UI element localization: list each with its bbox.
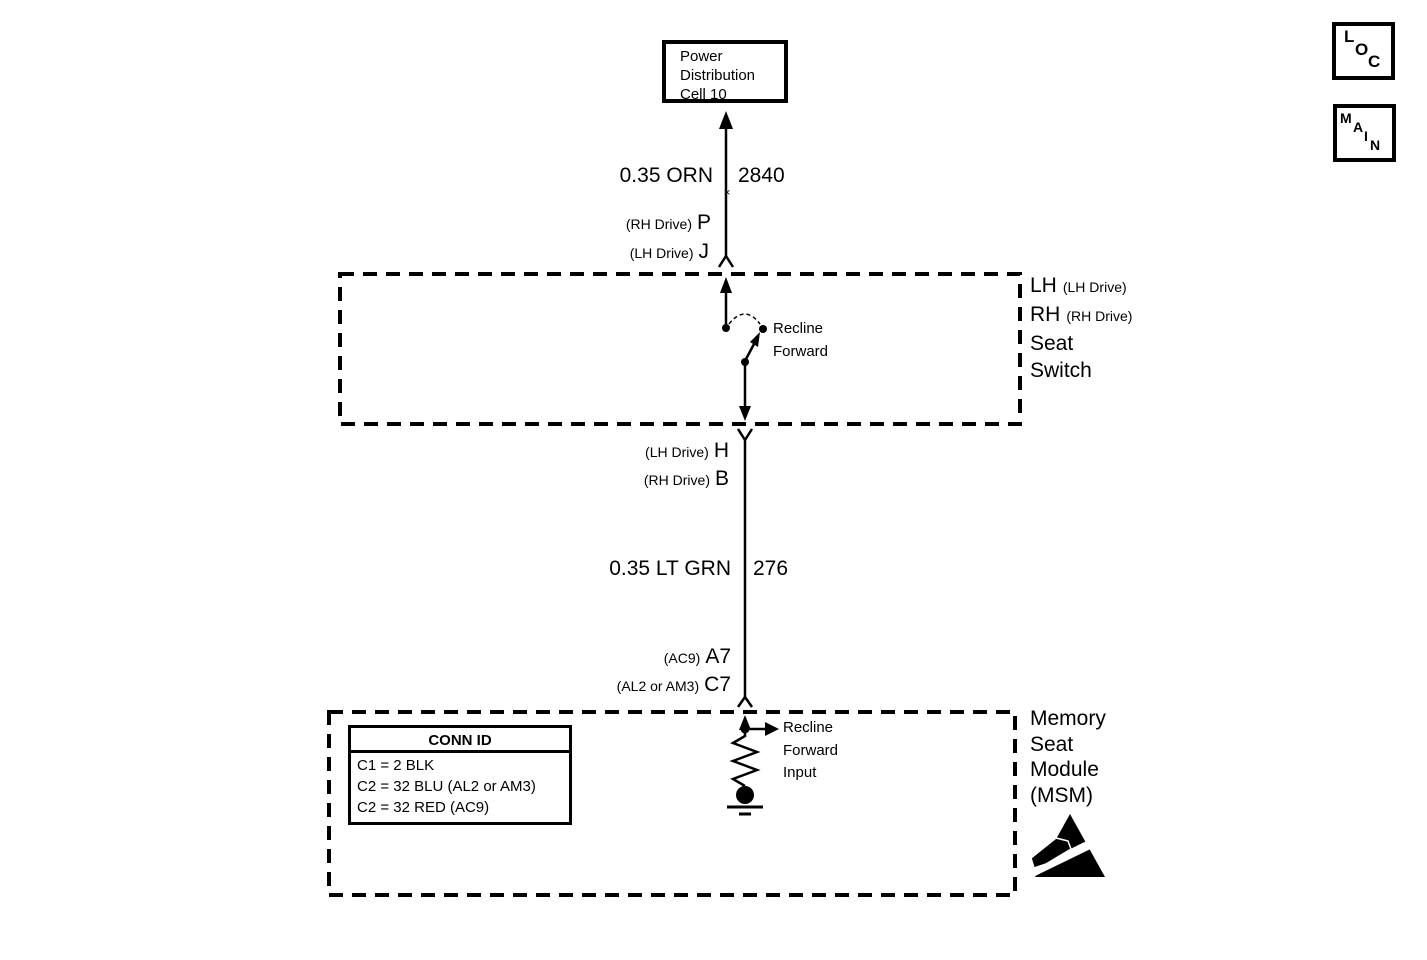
- recline-forward-switch-symbol: [720, 277, 767, 421]
- pin-label-c7: [617, 673, 731, 697]
- seat-switch-outline: [340, 274, 1020, 424]
- conn-id-row: C2 = 32 BLU (AL2 or AM3): [357, 778, 536, 795]
- conn-id-header: CONN ID: [351, 728, 569, 753]
- pin-letter: P: [696, 211, 711, 234]
- main-button[interactable]: [1333, 104, 1396, 162]
- pin-label-j: [630, 240, 709, 264]
- pin-letter: A7: [705, 645, 731, 668]
- msm-name-line: (MSM): [1030, 783, 1093, 807]
- msm-input-line: Recline: [783, 719, 834, 736]
- blade-arrowhead-icon: [750, 332, 760, 347]
- conn-id-row: C1 = 2 BLK: [357, 757, 435, 774]
- ground-ball: [736, 786, 754, 804]
- contact-dot: [722, 324, 730, 332]
- pin-letter: C7: [704, 673, 731, 696]
- power-box-line: Distribution: [680, 67, 756, 84]
- arrow-down-icon: [739, 406, 751, 421]
- loc-letter: O: [1355, 40, 1369, 59]
- pin-label-h: [645, 439, 729, 463]
- arrow-right-icon: [765, 722, 779, 736]
- main-letter: M: [1340, 110, 1352, 126]
- wire-spec-label: 0.35 ORN: [619, 164, 713, 187]
- seat-switch-name-line: [1030, 301, 1132, 330]
- name-text: LH: [1030, 274, 1057, 297]
- seat-switch-name-line: [1030, 272, 1132, 301]
- pin-qualifier: (AC9): [663, 650, 701, 666]
- seat-switch-name-line: Seat: [1030, 332, 1074, 355]
- switch-contact-label: [773, 317, 828, 363]
- splice-mark: ×: [724, 187, 731, 199]
- conn-id-row: C2 = 32 RED (AC9): [357, 799, 490, 816]
- wire-circuit-number: 276: [753, 557, 789, 580]
- main-letter: A: [1353, 119, 1364, 135]
- wire-circuit-number: 2840: [738, 164, 785, 187]
- power-box-line: Cell 10: [680, 86, 727, 103]
- pin-letter: J: [698, 240, 709, 263]
- name-text: RH: [1030, 303, 1061, 326]
- power-box-line: Power: [680, 48, 723, 65]
- pin-qualifier: (LH Drive): [629, 245, 694, 261]
- seat-switch-name-line: Switch: [1030, 359, 1092, 382]
- esd-sensitive-icon: [1029, 814, 1105, 877]
- pin-label-a7: [664, 645, 731, 669]
- wire-spec-label: 0.35 LT GRN: [609, 557, 731, 580]
- msm-name-line: Memory: [1030, 707, 1106, 730]
- name-qualifier: (LH Drive): [1062, 279, 1127, 295]
- pin-label-b: [644, 467, 729, 491]
- pin-qualifier: (RH Drive): [643, 472, 710, 488]
- switch-contact-line: Recline: [773, 320, 824, 337]
- power-distribution-box: [662, 40, 788, 103]
- msm-input-line: Forward: [783, 741, 839, 759]
- msm-input-circuit: [727, 715, 779, 814]
- msm-name-line: Seat: [1030, 732, 1074, 756]
- pin-letter: B: [714, 467, 729, 490]
- msm-input-label: [783, 717, 838, 785]
- name-qualifier: (RH Drive): [1066, 308, 1133, 324]
- main-letter: I: [1364, 128, 1368, 144]
- ltgrn-wire: [738, 440, 752, 707]
- pin-qualifier: (LH Drive): [645, 444, 709, 460]
- pin-letter: H: [713, 439, 729, 462]
- switch-contact-line: Forward: [773, 343, 829, 360]
- loc-letter: C: [1368, 52, 1381, 71]
- main-letter: N: [1370, 137, 1381, 153]
- msm-name: [1030, 706, 1106, 808]
- seat-switch-name: [1030, 272, 1132, 384]
- pin-label-p: [626, 211, 711, 235]
- msm-input-line: Input: [783, 764, 817, 781]
- switch-travel-arc: [729, 314, 760, 324]
- contact-dot: [759, 325, 767, 333]
- pin-qualifier: (RH Drive): [625, 216, 692, 232]
- loc-letter: L: [1344, 27, 1355, 46]
- hb-connector-symbol: [738, 429, 752, 440]
- loc-button[interactable]: [1332, 22, 1395, 80]
- pin-qualifier: (AL2 or AM3): [616, 678, 700, 694]
- resistor-symbol: [733, 736, 757, 786]
- conn-id-table: [348, 725, 572, 825]
- msm-name-line: Module: [1030, 758, 1099, 781]
